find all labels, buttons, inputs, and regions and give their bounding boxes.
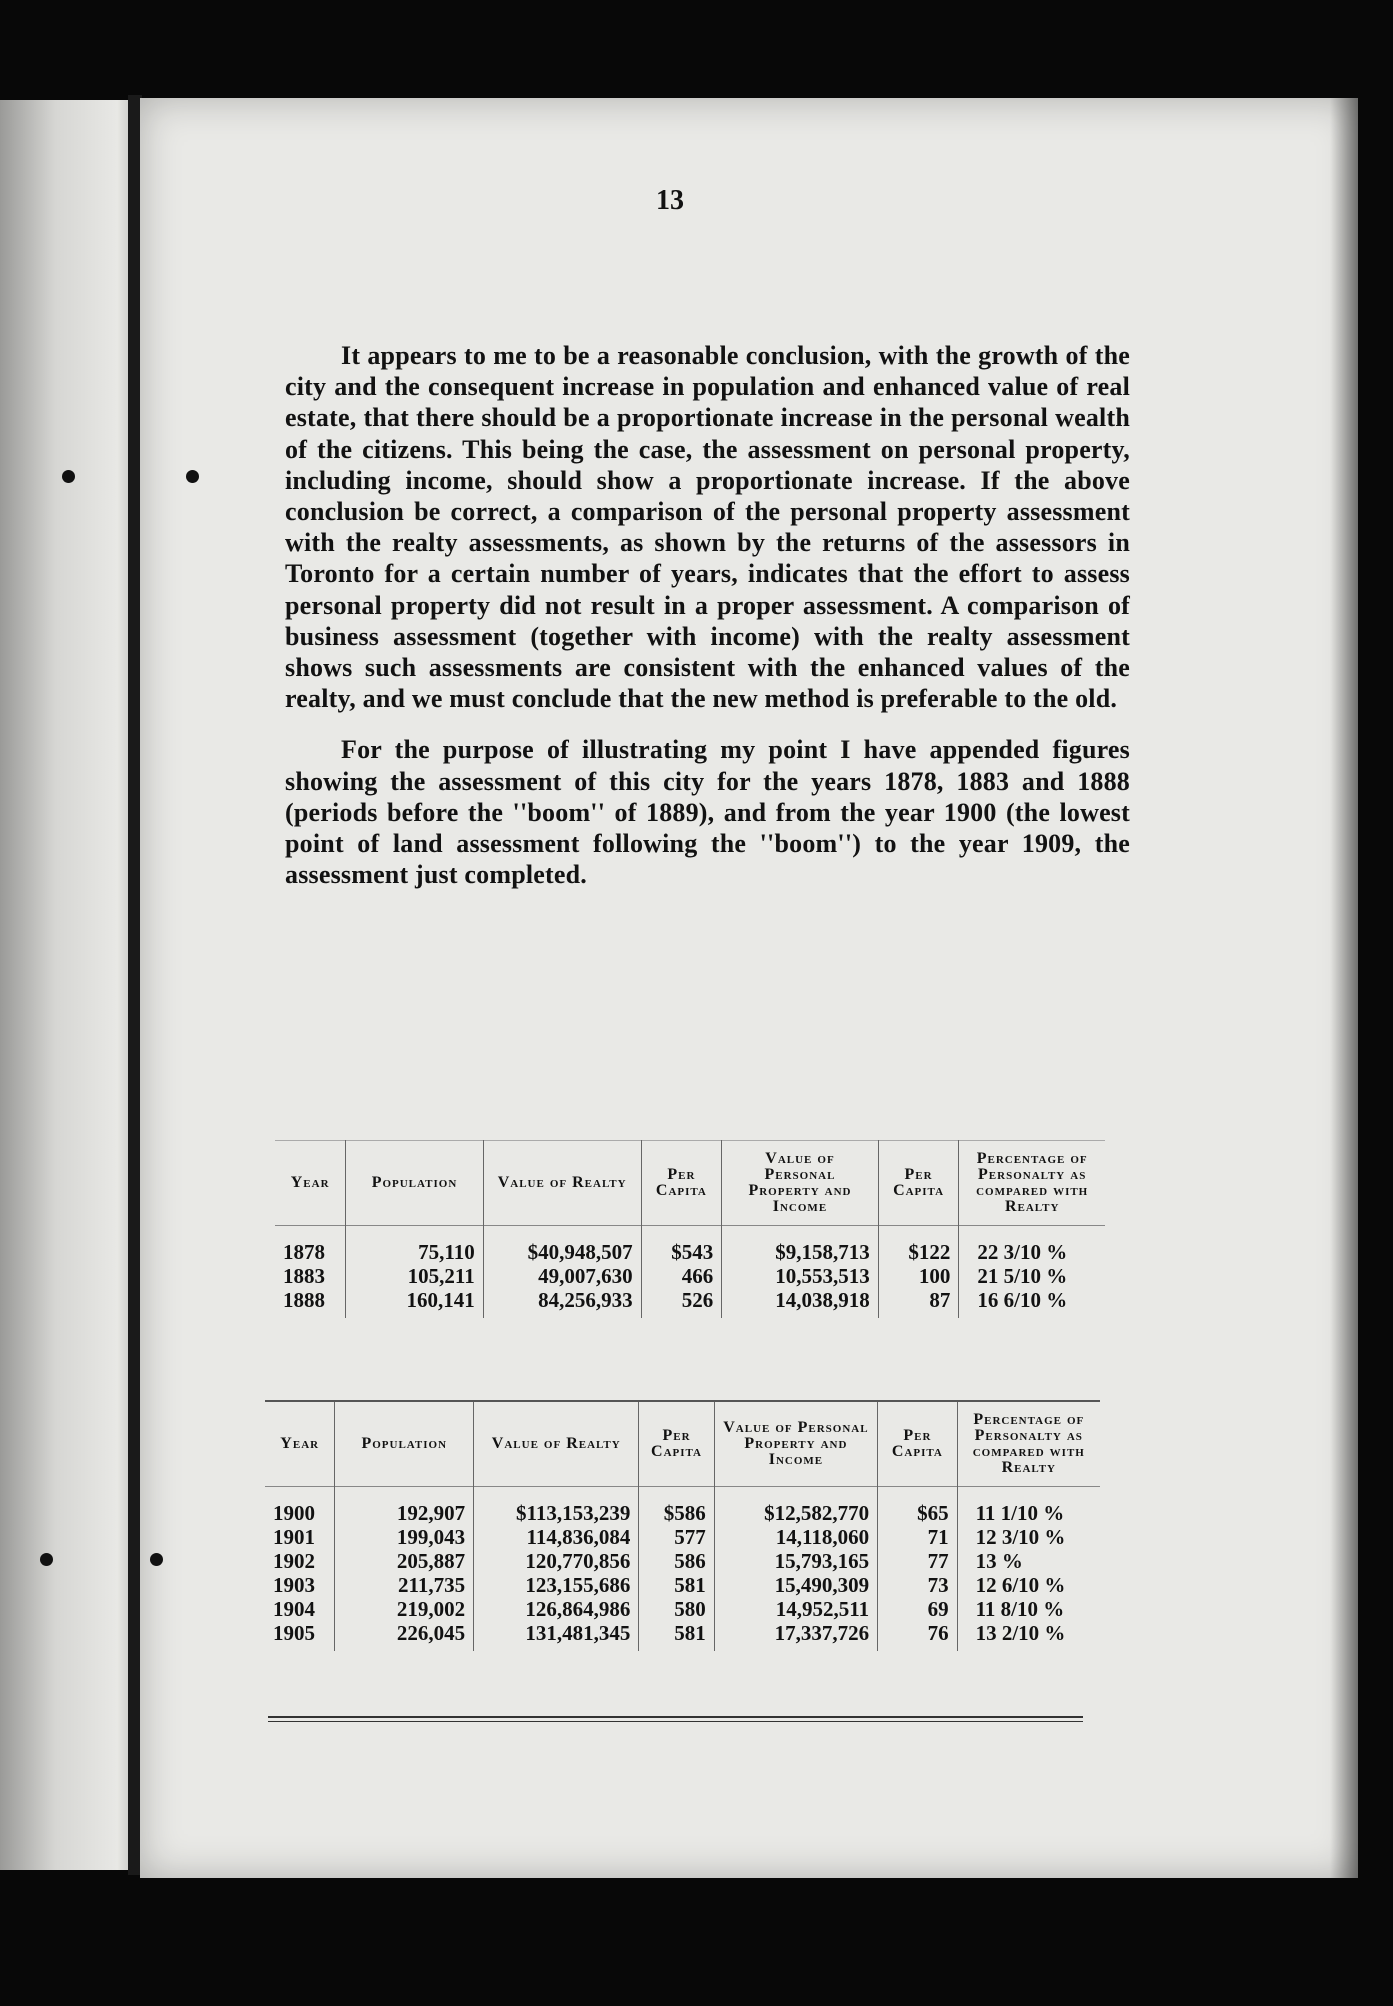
per-capita-cell: $65 71 77 73 69 76 (878, 1487, 957, 1652)
body-text (285, 340, 1130, 910)
column-header-population: Population (346, 1141, 483, 1226)
column-header-per-capita: Per Capita (878, 1401, 957, 1487)
table-header-row (275, 1141, 1105, 1226)
column-header-population: Population (335, 1401, 474, 1487)
column-header-percentage: Percentage of Personalty as compared with Realty (957, 1401, 1100, 1487)
percentage-cell: 22 3/10 % 21 5/10 % 16 6/10 % (959, 1226, 1105, 1319)
table-row (275, 1226, 1105, 1319)
column-header-personal: Value of Personal Property and Income (722, 1141, 879, 1226)
realty-cell: $40,948,507 49,007,630 84,256,933 (483, 1226, 641, 1319)
assessment-table-1878-1888 (275, 1140, 1105, 1318)
population-cell: 192,907 199,043 205,887 211,735 219,002 226,045 (335, 1487, 474, 1652)
personal-cell: $9,158,713 10,553,513 14,038,918 (722, 1226, 879, 1319)
column-header-per-capita: Per Capita (639, 1401, 714, 1487)
column-header-per-capita: Per Capita (878, 1141, 959, 1226)
population-cell: 75,110 105,211 160,141 (346, 1226, 483, 1319)
column-header-realty: Value of Realty (483, 1141, 641, 1226)
table-bottom-rule (268, 1716, 1083, 1718)
assessment-table-1900-1905 (265, 1400, 1100, 1651)
column-header-percentage: Percentage of Personalty as compared with Realty (959, 1141, 1105, 1226)
binding-hole-mark (186, 470, 199, 483)
facing-page (0, 100, 138, 1870)
page-number: 13 (656, 185, 684, 216)
paragraph: It appears to me to be a reasonable conclusion, with the growth of the city and the consequent increase in population and enhanced value of real estate, that there should be a proportionate increase in the personal wealth of the citizens. This being the case, the assessment on personal property, including income, should show a proportionate increase. If the above conclusion be correct, a comparison of the personal property assessment with the realty assessments, as shown by the returns of the assessors in Toronto for a certain number of years, indicates that the effort to assess personal property did not result in a proper assessment. A comparison of business assessment (together with income) with the realty assessment shows such assessments are consistent with the enhanced values of the realty, and we must conclude that the new method is preferable to the old. (285, 341, 1130, 714)
binding-hole-mark (62, 470, 75, 483)
per-capita-cell: $122 100 87 (878, 1226, 959, 1319)
page-edge-shadow (1330, 98, 1358, 1878)
column-header-year: Year (290, 1174, 330, 1191)
year-cell: 1900 1901 1902 1903 1904 1905 (273, 1501, 315, 1645)
table-row (265, 1487, 1100, 1652)
percentage-cell: 11 1/10 % 12 3/10 % 13 % 12 6/10 % 11 8/10 % 13 2/10 % (957, 1487, 1100, 1652)
table-header-row (265, 1401, 1100, 1487)
column-header-year: Year (280, 1435, 320, 1452)
binding-hole-mark (40, 1553, 53, 1566)
per-capita-cell: $586 577 586 581 580 581 (639, 1487, 714, 1652)
binding-hole-mark (150, 1553, 163, 1566)
per-capita-cell: $543 466 526 (641, 1226, 722, 1319)
paragraph: For the purpose of illustrating my point I have appended figures showing the assessment of this city for the years 1878, 1883 and 1888 (periods before the ''boom'' of 1889), and from the year 1900 (the lowest point of land assessment following the ''boom'') to the year 1909, the assessment just completed. (285, 735, 1130, 890)
column-header-per-capita: Per Capita (641, 1141, 722, 1226)
personal-cell: $12,582,770 14,118,060 15,793,165 15,490,309 14,952,511 17,337,726 (714, 1487, 877, 1652)
year-cell: 1878 1883 1888 (283, 1240, 325, 1312)
realty-cell: $113,153,239 114,836,084 120,770,856 123,155,686 126,864,986 131,481,345 (474, 1487, 639, 1652)
table-bottom-rule (268, 1721, 1083, 1722)
column-header-realty: Value of Realty (474, 1401, 639, 1487)
column-header-personal: Value of Personal Property and Income (714, 1401, 877, 1487)
